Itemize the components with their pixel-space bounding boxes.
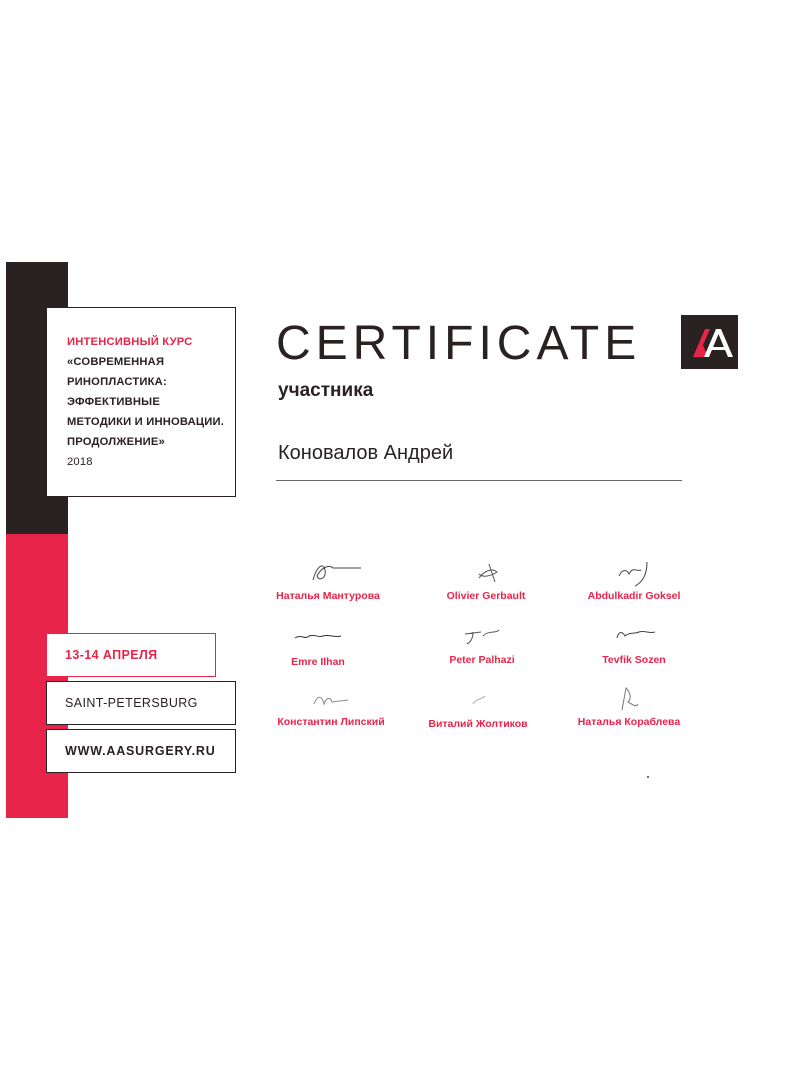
event-city-box: SAINT-PETERSBURG [46,681,236,725]
signature-mark [589,558,679,588]
signature-block [406,558,566,602]
signature-mark [273,624,363,654]
signature-block [549,684,709,728]
recipient-name: Коновалов Андрей [278,442,454,464]
event-website-box[interactable]: WWW.AASURGERY.RU [46,729,236,773]
course-year: 2018 [67,456,93,468]
course-title-line-2: РИНОПЛАСТИКА: [67,376,167,388]
signatory-name: Наталья Мантурова [276,590,380,602]
signature-block [554,558,714,602]
certificate-subtitle: участника [278,380,374,401]
event-dates-box: 13-14 АПРЕЛЯ [46,633,216,677]
signatory-name: Наталья Кораблева [577,716,681,728]
recipient-underline [276,480,682,481]
signature-mark [286,684,376,714]
course-title-line-5: ПРОДОЛЖЕНИЕ» [67,436,165,448]
signature-block [251,684,411,728]
course-title-line-1: «СОВРЕМЕННАЯ [67,356,165,368]
signatory-name: Константин Липский [277,716,385,728]
signature-mark [437,622,527,652]
signature-block [398,686,558,730]
signature-mark [441,558,531,588]
signatory-name: Olivier Gerbault [446,590,526,602]
course-label: ИНТЕНСИВНЫЙ КУРС [67,336,193,348]
signature-mark [283,558,373,588]
signatory-name: Tevfik Sozen [602,654,666,666]
signature-mark [589,622,679,652]
signatory-name: Emre Ilhan [291,656,345,668]
signature-mark [584,684,674,714]
signatory-name: Peter Palhazi [449,654,515,666]
signatory-name: Abdulkadir Goksel [587,590,681,602]
signature-mark [433,686,523,716]
signature-block [554,622,714,666]
signature-block [248,558,408,602]
signature-block [238,624,398,668]
course-title-line-4: МЕТОДИКИ И ИННОВАЦИИ. [67,416,225,428]
certificate-title: CERTIFICATE [276,317,642,370]
signatory-name: Виталий Жолтиков [428,718,528,730]
speck [647,776,649,778]
course-info-box [46,307,236,497]
aa-logo-icon [681,315,738,369]
course-title-line-3: ЭФФЕКТИВНЫЕ [67,396,160,408]
signature-block [402,622,562,666]
